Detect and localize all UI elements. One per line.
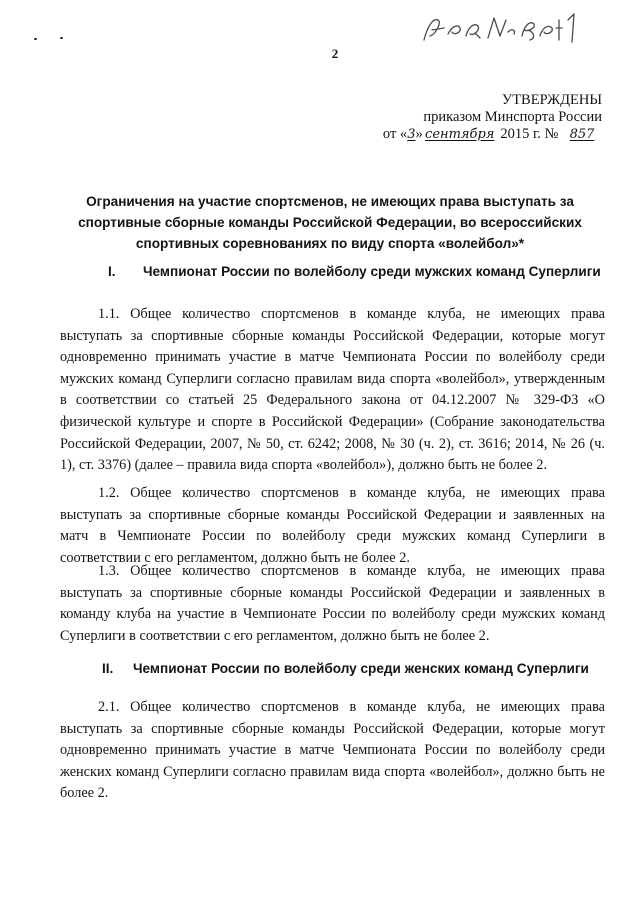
page-number: 2 (331, 46, 339, 61)
document-title: Ограничения на участие спортсменов, не имеющих права выступать за спортивные сборные команды Российской Федерации, во всероссийских спортивных соревнованиях по виду спорта «волейбол»* (78, 194, 582, 251)
date-middle: » (415, 126, 423, 142)
approval-date-line (340, 124, 602, 145)
section-2-number: II. (102, 661, 114, 676)
scan-speck (34, 38, 37, 40)
approval-order-line: приказом Минспорта России (423, 109, 602, 125)
section-1-number: I. (108, 264, 116, 279)
paragraph-1-2: 1.2. Общее количество спортсменов в команде клуба, не имеющих права выступать за спортивные сборные команды Российской Федерации и заявленных на матч в Чемпионате России по волейболу среди мужских команд Суперлиги в соответствии с его регламентом, должно быть не более 2. (60, 485, 605, 566)
scan-speck (60, 37, 63, 39)
approval-heading: УТВЕРЖДЕНЫ (501, 92, 602, 108)
paragraph-1-1: 1.1. Общее количество спортсменов в команде клуба, не имеющих права выступать за спортивные сборные команды Российской Федерации, которые могут одновременно принимать участие в матче Чемпионата России по волейболу среди мужских команд Суперлиги согласно правилам вида спорта «волейбол», утвержденным в соответствии со статьей 25 Федерального закона от 04.12.2007 № 329-ФЗ «О физической культуре и спорте в Российской Федерации» (Собрание законодательства Российской Федерации, 2007, № 50, ст. 6242; 2008, № 30 (ч. 2), ст. 3616; 2014, № 26 (ч. 1), ст. 3376) (далее – правила вида спорта «волейбол»), должно быть не более 2. (60, 306, 605, 474)
paragraph-1-3: 1.3. Общее количество спортсменов в команде клуба, не имеющих права выступать за спортивные сборные команды Российской Федерации и заявленных в команду клуба на участие в Чемпионате России по волейболу среди мужских команд Суперлиги в соответствии с его регламентом, должно быть не более 2. (60, 563, 605, 644)
date-prefix: от « (382, 126, 408, 142)
date-year: 2015 г. № (496, 126, 562, 142)
handwritten-month: сентября (425, 127, 495, 142)
section-2-heading: Чемпионат России по волейболу среди женских команд Суперлиги (133, 661, 589, 676)
handwritten-registration-mark (418, 6, 583, 50)
paragraph-2-1: 2.1. Общее количество спортсменов в команде клуба, не имеющих права выступать за спортивные сборные команды Российской Федерации, которые могут одновременно принимать участие в матче Чемпионата России по волейболу среди женских команд Суперлиги согласно правилам вида спорта «волейбол», должно быть не более 2. (60, 699, 605, 802)
section-1-heading: Чемпионат России по волейболу среди мужских команд Суперлиги (143, 264, 601, 279)
handwritten-order-number: 857 (569, 127, 595, 142)
handwritten-day: 3 (407, 127, 416, 142)
